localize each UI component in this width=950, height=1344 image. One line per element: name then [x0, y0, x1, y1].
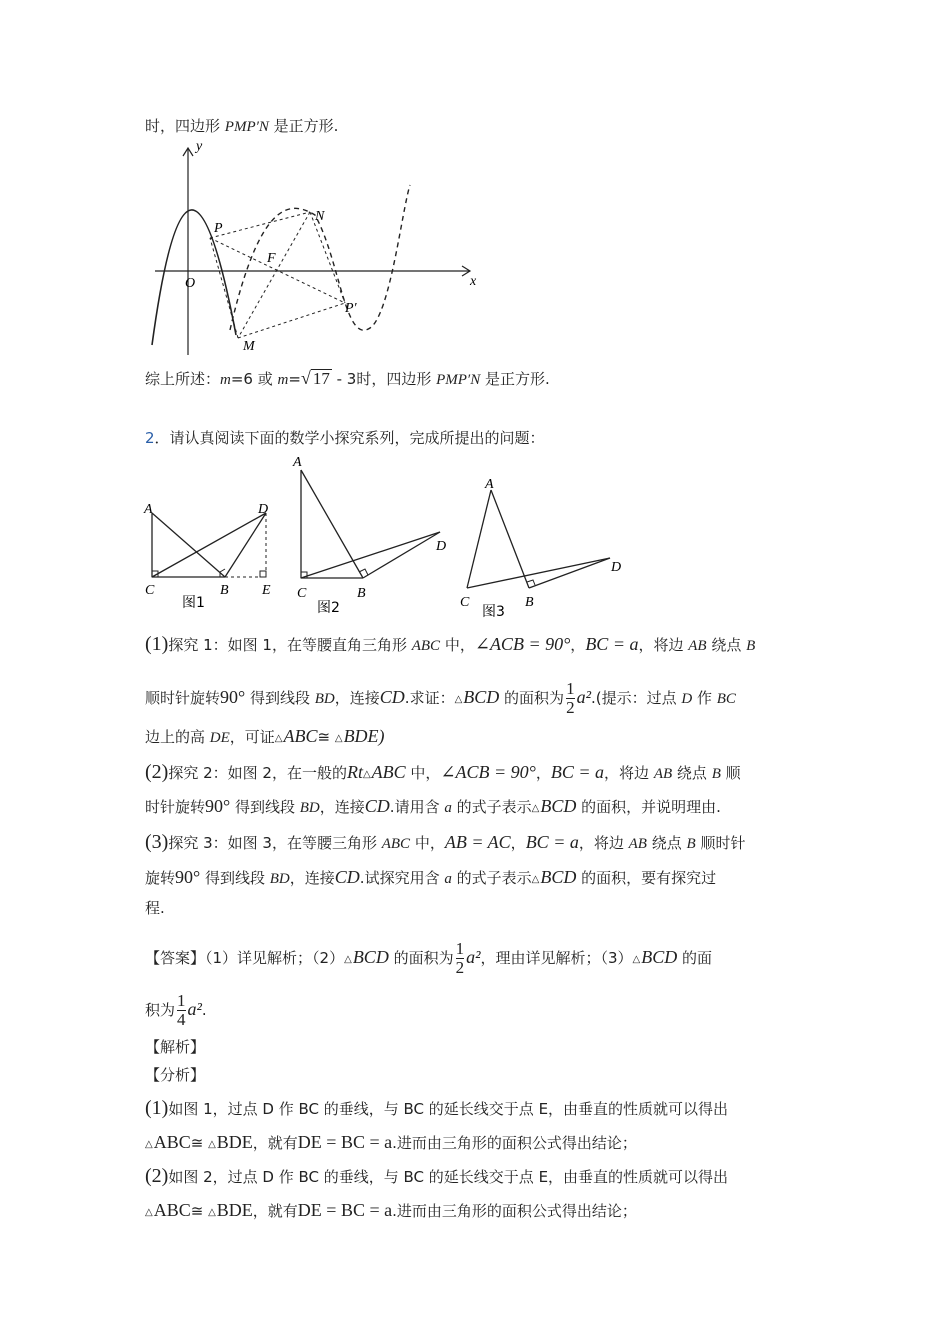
- answer-fraction-quarter: $\frac{1}{4}$: [177, 991, 186, 1029]
- svg-text:D: D: [258, 502, 269, 517]
- label-N: N: [315, 209, 325, 224]
- square-lines: [210, 212, 345, 338]
- q3-line2: 旋转90° 得到线段 BD，连接CD.试探究用含 a 的式子表示△BCD 的面积，要有探究过: [145, 867, 717, 887]
- intro-suffix: 是正方形.: [268, 117, 339, 135]
- svg-text:A: A: [144, 502, 153, 517]
- parabola-dashed: [230, 185, 410, 330]
- label-M: M: [243, 339, 255, 354]
- analysis-s1-line2: △ABC≅ △BDE，就有DE = BC = a.进而由三角形的面积公式得出结论；: [145, 1132, 637, 1152]
- analysis-s2-line2: △ABC≅ △BDE，就有DE = BC = a.进而由三角形的面积公式得出结论；: [145, 1200, 637, 1220]
- svg-text:图1: 图1: [182, 595, 205, 611]
- answer-line2: 积为 $\frac{1}{4}$ a².: [145, 991, 207, 1029]
- q3-line1: (3)探究 3：如图 3，在等腰三角形 ABC 中，AB = AC，BC = a，将边 AB 绕点 B 顺时针: [145, 831, 746, 853]
- answer-tag: 【答案】: [145, 949, 206, 967]
- sqrt-value: 17: [312, 369, 330, 388]
- intro-text: 时，四边形: [145, 117, 225, 135]
- answer-fraction-half: $\frac{1}{2}$: [455, 939, 465, 977]
- parabola-graph: [140, 140, 490, 360]
- svg-text:C: C: [145, 583, 155, 598]
- figure-3: [455, 470, 635, 620]
- problem-heading: [145, 428, 545, 448]
- label-y: y: [196, 140, 203, 154]
- svg-text:图3: 图3: [482, 604, 505, 620]
- answer-line1: 【答案】（1）详见解析；（2）△BCD 的面积为 $\frac{1}{2}$ a²，理由详见解析；（3）△BCD 的面: [145, 939, 713, 977]
- problem-prompt: ．请认真阅读下面的数学小探究系列，完成所提出的问题：: [154, 429, 545, 447]
- svg-text:图2: 图2: [317, 600, 340, 616]
- q2-line1: (2)探究 2：如图 2，在一般的Rt△ABC 中，∠ACB = 90°，BC = a，将边 AB 绕点 B 顺: [145, 761, 741, 783]
- svg-text:D: D: [436, 539, 447, 554]
- q1-line3: 边上的高 DE，可证△ABC≅ △BDE): [145, 726, 385, 746]
- label-x: x: [470, 274, 477, 289]
- analysis-s1-line1: (1)如图 1，过点 D 作 BC 的垂线，与 BC 的延长线交于点 E，由垂直的性质就可以得出: [145, 1097, 729, 1119]
- q1-line2: 顺时针旋转90° 得到线段 BD，连接CD.求证：△BCD 的面积为 $\frac{1}{2}$ a².(提示：过点 D 作 BC: [145, 679, 736, 717]
- quad-name: PMP′N: [224, 119, 269, 135]
- figure-2: [285, 450, 455, 620]
- fraction-half: $\frac{1}{2}$: [566, 679, 575, 717]
- svg-text:B: B: [525, 595, 534, 610]
- analysis-tag: 【解析】: [145, 1038, 206, 1056]
- label-P: P: [214, 221, 223, 236]
- summary-line: 综上所述：m=6 或 m=√ 17 - 3时，四边形 PMP′N 是正方形.: [145, 368, 550, 388]
- svg-text:E: E: [262, 583, 271, 598]
- svg-text:A: A: [485, 477, 494, 492]
- intro-line: [145, 116, 338, 137]
- analysis-s2-line1: (2)如图 2，过点 D 作 BC 的垂线，与 BC 的延长线交于点 E，由垂直的性质就可以得出: [145, 1165, 729, 1187]
- problem-number: 2: [145, 429, 155, 447]
- q2-line2: 时针旋转90° 得到线段 BD，连接CD.请用含 a 的式子表示△BCD 的面积，并说明理由.: [145, 796, 721, 816]
- svg-text:D: D: [611, 560, 622, 575]
- analysis-subtag: 【分析】: [145, 1066, 206, 1084]
- svg-text:A: A: [293, 455, 302, 470]
- label-P-prime: P′: [345, 301, 357, 316]
- svg-text:C: C: [297, 586, 307, 601]
- svg-text:C: C: [460, 595, 470, 610]
- svg-text:B: B: [220, 583, 229, 598]
- q1-line1: (1)探究 1：如图 1，在等腰直角三角形 ABC 中，∠ACB = 90°，BC = a，将边 AB 绕点 B: [145, 633, 756, 655]
- label-F: F: [267, 251, 276, 266]
- label-O: O: [185, 276, 196, 291]
- svg-text:B: B: [357, 586, 366, 601]
- q3-line3: 程.: [145, 899, 165, 917]
- figure-1: [140, 495, 290, 615]
